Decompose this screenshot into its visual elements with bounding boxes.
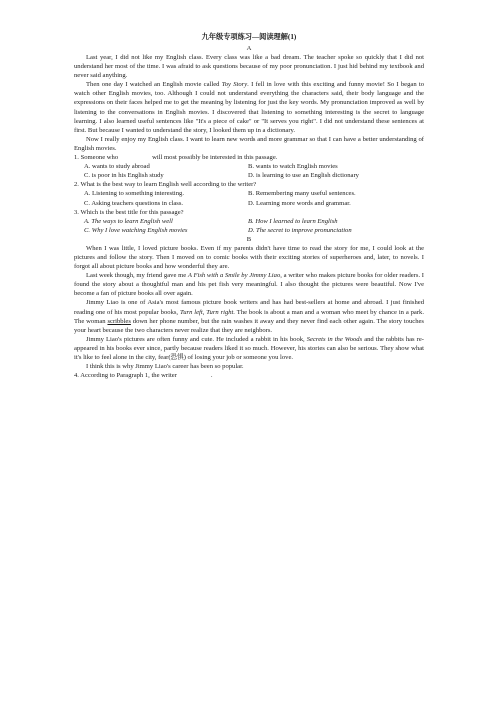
question-1: 1. Someone who will most possibly be interested in this passage. (74, 154, 278, 162)
passage-a-paragraph-2: Then one day I watched an English movie called Toy Story. I fell in love with this exciting and funny movie! So I began to watch other English movies, too. Although I could not understand everything the characters said, their body language and the expressions on their faces helped me to get the meaning by listening for just the key words. My pronunciation improved as well by listening to the conversations in English movies. I discovered that listening to something interesting is the secret to language learning. I also learned useful sentences like "It's a piece of cake" or "It serves you right". I did not understand these sentences at first. But because I wanted to understand the story, I looked them up in a dictionary. (74, 81, 424, 134)
option[interactable]: A. Listening to something interesting. (84, 190, 184, 198)
passage-a-label: A (246, 45, 252, 52)
passage-b-paragraph-3: Jimmy Liao is one of Asia's most famous picture book writers and has had best-sellers at home and abroad. I just finished reading one of his most popular books, Turn left, Turn right. The book is about a man and a woman who meet by chance in a park. The woman scribbles down her phone number, but the rain washes it away and they never find each other again. The story touches your heart because the two characters never realize that they are neighbors. (74, 299, 424, 334)
option[interactable]: A. The ways to learn English well (84, 217, 173, 225)
option[interactable]: B. wants to watch English movies (248, 163, 338, 171)
movie-title: Toy Story (221, 81, 248, 89)
option[interactable]: D. The secret to improve pronunciation (248, 226, 352, 234)
book-title: Turn left, Turn right. (179, 308, 236, 316)
option[interactable]: D. is learning to use an English dictionary (248, 172, 359, 180)
book-title: Secrets in the Woods (306, 335, 363, 343)
option[interactable]: D. Learning more words and grammar. (248, 199, 351, 207)
underlined-word: scribbles (107, 317, 131, 325)
page-title: 九年级专项练习—阅读理解(1) (201, 33, 297, 41)
question-4: 4. According to Paragraph 1, the writer . (74, 372, 213, 380)
passage-b-paragraph-2: Last week though, my friend gave me A Fish with a Smile by Jimmy Liao, a writer who makes picture books for older readers. I found the story about a thoughtful man and his pet fish very meaningful. I also thought the pictures were beautiful. Now I've become a fan of picture books all over again. (74, 272, 424, 298)
option[interactable]: A. wants to study abroad (84, 163, 150, 171)
option[interactable]: B. How I learned to learn English (248, 217, 338, 225)
question-3-options (74, 217, 424, 235)
passage-b-paragraph-4: Jimmy Liao's pictures are often funny and cute. He included a rabbit in his book, Secrets in the Woods and the rabbits has re-appeared in his books ever since, partly because readers liked it so much. However, his stories can also be serious. They show what it's like to feel alone in the city, fear(恐惧) of losing your job or someone you love. (74, 335, 424, 361)
option[interactable]: C. is poor in his English study (84, 172, 164, 180)
passage-a-paragraph-3: Now I really enjoy my English class. I want to learn new words and more grammar so that I can have a better understanding of English movies. (74, 135, 424, 152)
option[interactable]: C. Why I love watching English movies (84, 226, 188, 234)
question-3: 3. Which is the best title for this passage? (74, 208, 184, 216)
question-2: 2. What is the best way to learn English well according to the writer? (74, 181, 257, 189)
option[interactable]: B. Remembering many useful sentences. (248, 190, 356, 198)
passage-a-paragraph-1: Last year, I did not like my English class. Every class was like a bad dream. The teacher spoke so quickly that I did not understand her most of the time. I was afraid to ask questions because of my poor pronunciation. I just hid behind my textbook and never said anything. (74, 54, 424, 80)
worksheet-page (74, 32, 424, 380)
question-2-options (74, 189, 424, 207)
question-1-options (74, 162, 424, 180)
passage-b-label: B (246, 235, 252, 243)
passage-b-paragraph-1: When I was little, I loved picture books. Even if my parents didn't have time to read the story for me, I could look at the pictures and follow the story. Then I moved on to comic books with their exciting stories of superheroes and, later, to novels. I forgot all about picture books and how wonderful they are. (74, 244, 424, 271)
book-title: A Fish with a Smile by Jimmy Liao (187, 272, 281, 280)
passage-b-paragraph-5: I think this is why Jimmy Liao's career has been so popular. (86, 363, 244, 371)
option[interactable]: C. Asking teachers questions in class. (84, 199, 184, 207)
